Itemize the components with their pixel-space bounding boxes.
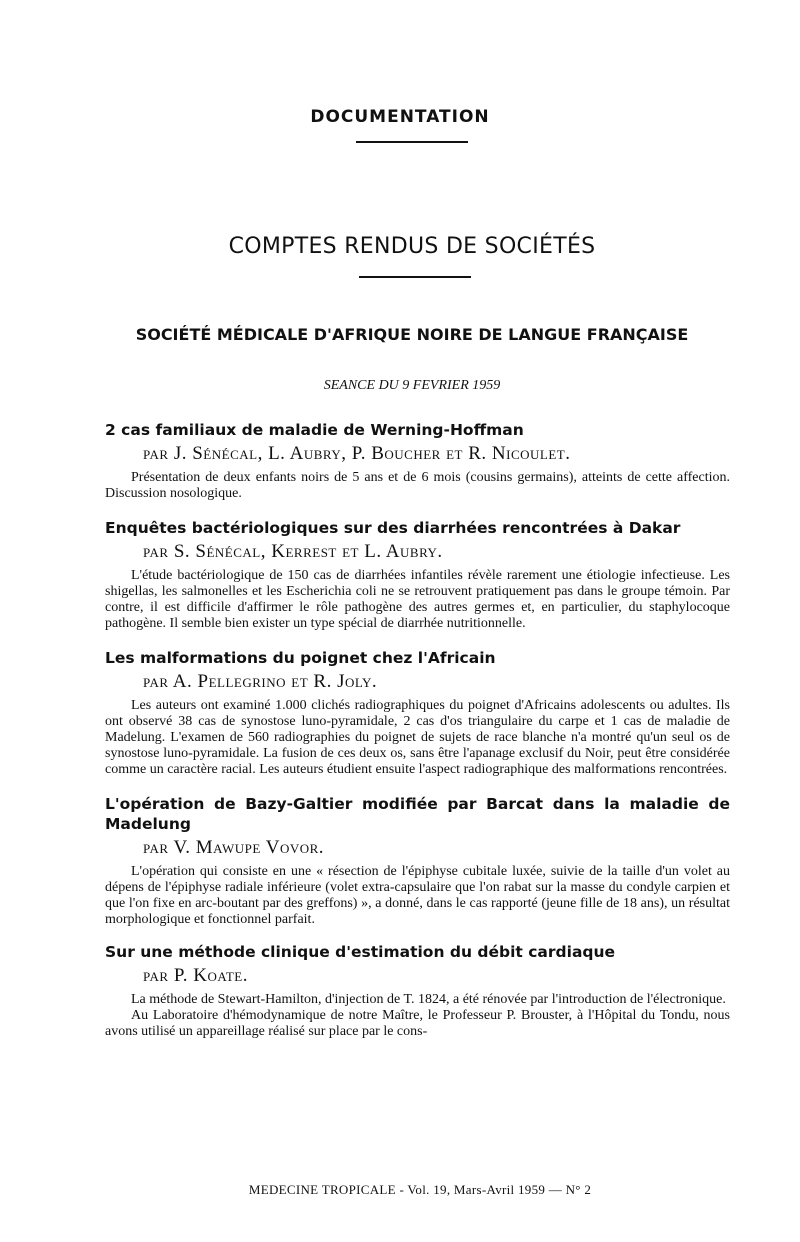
article-body bbox=[105, 698, 730, 778]
article bbox=[105, 794, 730, 928]
session-date: SEANCE DU 9 FEVRIER 1959 bbox=[323, 378, 501, 393]
article-title: L'opération de Bazy-Galtier modifiée par Barcat dans la maladie de Madelung bbox=[105, 795, 730, 833]
divider bbox=[356, 141, 468, 143]
paragraph: Présentation de deux enfants noirs de 5 ans et de 6 mois (cousins germains), atteints de cette affection. Discussion nosologique. bbox=[105, 470, 730, 501]
paragraph: L'opération qui consiste en une « résection de l'épiphyse cubitale luxée, suivie de la taille d'un volet au dépens de l'épiphyse radiale inférieure (volet extra-capsulaire que l'on rabat sur la masse du condyle carpien et que l'on fixe en arc-boutant par des greffons) », a donné, dans le cas rapporté (jeune fille de 18 ans), un résultat morphologique et fonctionnel parfait. bbox=[105, 864, 730, 927]
article-body bbox=[105, 864, 730, 928]
paragraph: La méthode de Stewart-Hamilton, d'injection de T. 1824, a été rénovée par l'introduction de l'électronique. bbox=[131, 992, 726, 1007]
article-authors: par J. Sénécal, L. Aubry, P. Boucher et R. Nicoulet. bbox=[143, 443, 571, 464]
article-body bbox=[105, 568, 730, 632]
article-body bbox=[105, 470, 730, 502]
article-title: Sur une méthode clinique d'estimation du débit cardiaque bbox=[105, 943, 616, 961]
article bbox=[105, 518, 730, 632]
article-title: 2 cas familiaux de maladie de Werning-Hoffman bbox=[105, 421, 524, 439]
section-heading: DOCUMENTATION bbox=[310, 107, 490, 127]
articles-column bbox=[105, 420, 730, 1040]
article-title: Les malformations du poignet chez l'Africain bbox=[105, 649, 496, 667]
paragraph: Les auteurs ont examiné 1.000 clichés radiographiques du poignet d'Africains adolescents ou adultes. Ils ont observé 38 cas de synostose luno-pyramidale, 2 cas d'os triangulaire du carpe et 1 cas de maladie de Madelung. L'examen de 560 radiographies du poignet de sujets de race blanche n'a montré qu'un seul os de synostose luno-pyramidale. La fusion de ces deux os, sans être l'apanage exclusif du Noir, peut être considérée comme un caractère racial. Les auteurs étudient ensuite l'aspect radiographique des malformations rencontrées. bbox=[105, 698, 730, 777]
article-title: Enquêtes bactériologiques sur des diarrhées rencontrées à Dakar bbox=[105, 519, 681, 537]
society-name: SOCIÉTÉ MÉDICALE D'AFRIQUE NOIRE DE LANGUE FRANÇAISE bbox=[135, 325, 689, 344]
article-authors: par V. Mawupe Vovor. bbox=[143, 837, 325, 858]
article-authors: par S. Sénécal, Kerrest et L. Aubry. bbox=[143, 541, 443, 562]
paragraph: Au Laboratoire d'hémodynamique de notre Maître, le Professeur P. Brouster, à l'Hôpital du Tondu, nous avons utilisé un appareillage réalisé sur place par le cons- bbox=[105, 1008, 730, 1039]
journal-footer: MEDECINE TROPICALE - Vol. 19, Mars-Avril 1959 — N° 2 bbox=[248, 1182, 592, 1197]
article bbox=[105, 648, 730, 778]
article-authors: par P. Koate. bbox=[143, 965, 248, 986]
article-authors: par A. Pellegrino et R. Joly. bbox=[143, 671, 378, 692]
article bbox=[105, 942, 730, 1040]
article-body bbox=[105, 992, 730, 1040]
page-title: COMPTES RENDUS DE SOCIÉTÉS bbox=[228, 234, 596, 259]
article bbox=[105, 420, 730, 502]
paragraph: L'étude bactériologique de 150 cas de diarrhées infantiles révèle rarement une étiologie infectieuse. Les shigellas, les salmonelles et les Escherichia coli ne se retrouvent pratiquement pas dans le groupe témoin. Par contre, il est difficile d'affirmer le rôle pathogène des autres germes et, en particulier, du staphylocoque pathogène. Il semble bien exister un type spécial de diarrhée nutritionnelle. bbox=[105, 568, 730, 631]
divider bbox=[359, 276, 471, 278]
